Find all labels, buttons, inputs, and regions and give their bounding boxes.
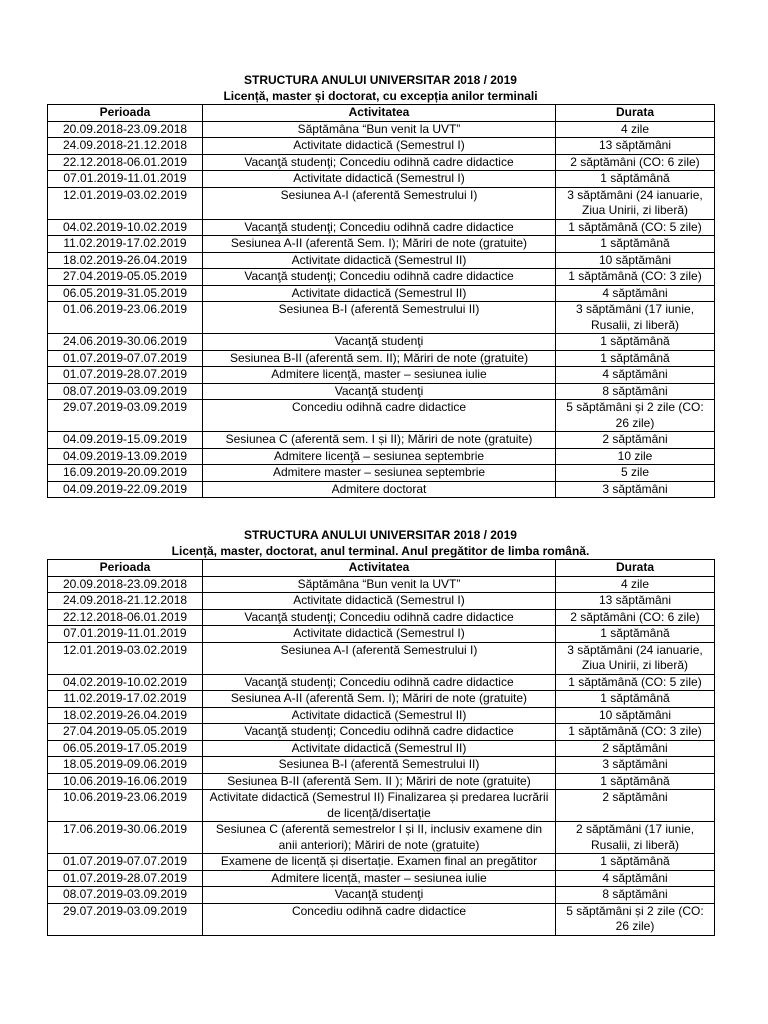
table-row bbox=[48, 870, 715, 887]
cell-durata: 2 săptămâni bbox=[556, 432, 715, 449]
cell-activitatea: Activitate didactică (Semestrul II) bbox=[203, 740, 556, 757]
cell-durata: 1 săptămână (CO: 3 zile) bbox=[556, 269, 715, 286]
table-row bbox=[48, 269, 715, 286]
cell-durata: 3 săptămâni bbox=[556, 481, 715, 498]
cell-durata: 1 săptămână bbox=[556, 171, 715, 188]
cell-activitatea: Vacanţă studenţi; Concediu odihnă cadre didactice bbox=[203, 609, 556, 626]
cell-perioada: 17.06.2019-30.06.2019 bbox=[48, 822, 203, 854]
cell-activitatea: Vacanţă studenţi; Concediu odihnă cadre didactice bbox=[203, 269, 556, 286]
cell-durata: 1 săptămână bbox=[556, 691, 715, 708]
cell-activitatea: Activitate didactică (Semestrul II) bbox=[203, 707, 556, 724]
table-row bbox=[48, 171, 715, 188]
cell-activitatea: Sesiunea B-II (aferentă Sem. II ); Măriri de note (gratuite) bbox=[203, 773, 556, 790]
cell-activitatea: Activitate didactică (Semestrul I) bbox=[203, 171, 556, 188]
cell-perioada: 12.01.2019-03.02.2019 bbox=[48, 642, 203, 674]
cell-activitatea: Vacanţă studenţi bbox=[203, 334, 556, 351]
table-row bbox=[48, 154, 715, 171]
cell-durata: 5 săptămâni și 2 zile (CO: 26 zile) bbox=[556, 903, 715, 935]
cell-perioada: 20.09.2018-23.09.2018 bbox=[48, 121, 203, 138]
cell-perioada: 07.01.2019-11.01.2019 bbox=[48, 171, 203, 188]
cell-perioada: 04.02.2019-10.02.2019 bbox=[48, 219, 203, 236]
table-row bbox=[48, 724, 715, 741]
cell-perioada: 24.09.2018-21.12.2018 bbox=[48, 138, 203, 155]
cell-durata: 1 săptămână bbox=[556, 350, 715, 367]
table-row bbox=[48, 691, 715, 708]
cell-activitatea: Sesiunea B-I (aferentă Semestrului II) bbox=[203, 757, 556, 774]
cell-durata: 13 săptămâni bbox=[556, 138, 715, 155]
section-subtitle: Licență, master, doctorat, anul terminal. Anul pregătitor de limba română. bbox=[171, 544, 590, 558]
cell-durata: 2 săptămâni (CO: 6 zile) bbox=[556, 609, 715, 626]
cell-activitatea: Admitere licenţă – sesiunea septembrie bbox=[203, 448, 556, 465]
cell-perioada: 06.05.2019-31.05.2019 bbox=[48, 285, 203, 302]
cell-durata: 10 săptămâni bbox=[556, 707, 715, 724]
cell-durata: 1 săptămână bbox=[556, 773, 715, 790]
cell-activitatea: Vacanţă studenţi bbox=[203, 383, 556, 400]
cell-durata: 4 săptămâni bbox=[556, 367, 715, 384]
cell-durata: 4 săptămâni bbox=[556, 870, 715, 887]
cell-activitatea: Admitere licență, master – sesiunea iulie bbox=[203, 870, 556, 887]
cell-perioada: 01.07.2019-28.07.2019 bbox=[48, 367, 203, 384]
cell-activitatea: Vacanţă studenţi; Concediu odihnă cadre didactice bbox=[203, 724, 556, 741]
table-row bbox=[48, 790, 715, 822]
table-row bbox=[48, 887, 715, 904]
cell-perioada: 06.05.2019-17.05.2019 bbox=[48, 740, 203, 757]
cell-perioada: 08.07.2019-03.09.2019 bbox=[48, 887, 203, 904]
header-perioada: Perioada bbox=[48, 560, 203, 577]
cell-durata: 2 săptămâni (17 iunie, Rusalii, zi liberă) bbox=[556, 822, 715, 854]
table-row bbox=[48, 740, 715, 757]
section-subtitle: Licență, master și doctorat, cu excepția anilor terminali bbox=[223, 89, 538, 103]
cell-activitatea: Vacanţă studenţi; Concediu odihnă cadre didactice bbox=[203, 219, 556, 236]
cell-perioada: 01.07.2019-28.07.2019 bbox=[48, 870, 203, 887]
table-row bbox=[48, 138, 715, 155]
cell-activitatea: Concediu odihnă cadre didactice bbox=[203, 400, 556, 432]
table-row bbox=[48, 285, 715, 302]
cell-activitatea: Sesiunea A-I (aferentă Semestrului I) bbox=[203, 642, 556, 674]
cell-perioada: 01.06.2019-23.06.2019 bbox=[48, 302, 203, 334]
cell-activitatea: Admitere master – sesiunea septembrie bbox=[203, 465, 556, 482]
section-2 bbox=[47, 527, 714, 936]
cell-activitatea: Activitate didactică (Semestrul II) bbox=[203, 252, 556, 269]
cell-activitatea: Vacanţă studenţi bbox=[203, 887, 556, 904]
table-row bbox=[48, 822, 715, 854]
cell-durata: 5 săptămâni și 2 zile (CO: 26 zile) bbox=[556, 400, 715, 432]
header-activitatea: Activitatea bbox=[203, 105, 556, 122]
table-header-row bbox=[48, 105, 715, 122]
cell-perioada: 08.07.2019-03.09.2019 bbox=[48, 383, 203, 400]
cell-activitatea: Sesiunea B-II (aferentă sem. II); Măriri de note (gratuite) bbox=[203, 350, 556, 367]
cell-perioada: 29.07.2019-03.09.2019 bbox=[48, 400, 203, 432]
cell-perioada: 11.02.2019-17.02.2019 bbox=[48, 691, 203, 708]
table-row bbox=[48, 773, 715, 790]
cell-perioada: 22.12.2018-06.01.2019 bbox=[48, 609, 203, 626]
cell-perioada: 04.09.2019-15.09.2019 bbox=[48, 432, 203, 449]
cell-perioada: 24.06.2019-30.06.2019 bbox=[48, 334, 203, 351]
cell-activitatea: Săptămâna “Bun venit la UVT” bbox=[203, 576, 556, 593]
table-row bbox=[48, 903, 715, 935]
cell-durata: 10 zile bbox=[556, 448, 715, 465]
table-row bbox=[48, 642, 715, 674]
cell-durata: 5 zile bbox=[556, 465, 715, 482]
cell-durata: 1 săptămână bbox=[556, 854, 715, 871]
cell-perioada: 10.06.2019-16.06.2019 bbox=[48, 773, 203, 790]
cell-perioada: 18.02.2019-26.04.2019 bbox=[48, 707, 203, 724]
cell-activitatea: Activitate didactică (Semestrul II) bbox=[203, 285, 556, 302]
table-row bbox=[48, 465, 715, 482]
cell-durata: 1 săptămână (CO: 5 zile) bbox=[556, 674, 715, 691]
table-header-row bbox=[48, 560, 715, 577]
table-row bbox=[48, 383, 715, 400]
table-row bbox=[48, 350, 715, 367]
cell-activitatea: Activitate didactică (Semestrul I) bbox=[203, 138, 556, 155]
cell-durata: 4 săptămâni bbox=[556, 285, 715, 302]
cell-activitatea: Săptămâna “Bun venit la UVT” bbox=[203, 121, 556, 138]
cell-activitatea: Activitate didactică (Semestrul II) Finalizarea și predarea lucrării de licență/disertație bbox=[203, 790, 556, 822]
cell-durata: 2 săptămâni (CO: 6 zile) bbox=[556, 154, 715, 171]
cell-durata: 10 săptămâni bbox=[556, 252, 715, 269]
cell-activitatea: Examene de licență și disertație. Examen final an pregătitor bbox=[203, 854, 556, 871]
cell-perioada: 18.05.2019-09.06.2019 bbox=[48, 757, 203, 774]
table-row bbox=[48, 236, 715, 253]
table-row bbox=[48, 448, 715, 465]
schedule-table bbox=[47, 559, 715, 936]
cell-durata: 1 săptămână bbox=[556, 236, 715, 253]
table-row bbox=[48, 302, 715, 334]
header-durata: Durata bbox=[556, 560, 715, 577]
table-row bbox=[48, 609, 715, 626]
cell-durata: 1 săptămână bbox=[556, 626, 715, 643]
section-title: STRUCTURA ANULUI UNIVERSITAR 2018 / 2019 bbox=[244, 528, 517, 542]
table-row bbox=[48, 121, 715, 138]
cell-perioada: 29.07.2019-03.09.2019 bbox=[48, 903, 203, 935]
cell-perioada: 27.04.2019-05.05.2019 bbox=[48, 724, 203, 741]
table-row bbox=[48, 334, 715, 351]
cell-durata: 4 zile bbox=[556, 576, 715, 593]
cell-activitatea: Sesiunea A-I (aferentă Semestrului I) bbox=[203, 187, 556, 219]
cell-perioada: 01.07.2019-07.07.2019 bbox=[48, 854, 203, 871]
schedule-table bbox=[47, 104, 715, 498]
cell-activitatea: Activitate didactică (Semestrul I) bbox=[203, 593, 556, 610]
section-1 bbox=[47, 72, 714, 498]
cell-activitatea: Vacanţă studenţi; Concediu odihnă cadre didactice bbox=[203, 674, 556, 691]
cell-durata: 13 săptămâni bbox=[556, 593, 715, 610]
cell-activitatea: Vacanţă studenţi; Concediu odihnă cadre didactice bbox=[203, 154, 556, 171]
cell-perioada: 24.09.2018-21.12.2018 bbox=[48, 593, 203, 610]
table-row bbox=[48, 219, 715, 236]
cell-perioada: 07.01.2019-11.01.2019 bbox=[48, 626, 203, 643]
cell-perioada: 01.07.2019-07.07.2019 bbox=[48, 350, 203, 367]
cell-perioada: 18.02.2019-26.04.2019 bbox=[48, 252, 203, 269]
cell-activitatea: Admitere licenţă, master – sesiunea iulie bbox=[203, 367, 556, 384]
cell-durata: 2 săptămâni bbox=[556, 790, 715, 822]
table-row bbox=[48, 593, 715, 610]
cell-activitatea: Activitate didactică (Semestrul I) bbox=[203, 626, 556, 643]
table-row bbox=[48, 187, 715, 219]
table-row bbox=[48, 432, 715, 449]
cell-durata: 8 săptămâni bbox=[556, 383, 715, 400]
cell-perioada: 04.09.2019-13.09.2019 bbox=[48, 448, 203, 465]
cell-activitatea: Sesiunea A-II (aferentă Sem. I); Măriri de note (gratuite) bbox=[203, 236, 556, 253]
cell-perioada: 10.06.2019-23.06.2019 bbox=[48, 790, 203, 822]
cell-perioada: 20.09.2018-23.09.2018 bbox=[48, 576, 203, 593]
cell-durata: 3 săptămâni bbox=[556, 757, 715, 774]
table-row bbox=[48, 626, 715, 643]
cell-perioada: 04.09.2019-22.09.2019 bbox=[48, 481, 203, 498]
table-row bbox=[48, 481, 715, 498]
cell-durata: 1 săptămână (CO: 3 zile) bbox=[556, 724, 715, 741]
cell-perioada: 16.09.2019-20.09.2019 bbox=[48, 465, 203, 482]
cell-activitatea: Admitere doctorat bbox=[203, 481, 556, 498]
cell-activitatea: Sesiunea A-II (aferentă Sem. I); Măriri de note (gratuite) bbox=[203, 691, 556, 708]
table-row bbox=[48, 400, 715, 432]
cell-durata: 3 săptămâni (24 ianuarie, Ziua Unirii, zi liberă) bbox=[556, 642, 715, 674]
cell-perioada: 27.04.2019-05.05.2019 bbox=[48, 269, 203, 286]
header-durata: Durata bbox=[556, 105, 715, 122]
table-row bbox=[48, 367, 715, 384]
header-perioada: Perioada bbox=[48, 105, 203, 122]
cell-durata: 1 săptămână (CO: 5 zile) bbox=[556, 219, 715, 236]
cell-durata: 2 săptămâni bbox=[556, 740, 715, 757]
cell-activitatea: Sesiunea C (aferentă sem. I și II); Măriri de note (gratuite) bbox=[203, 432, 556, 449]
cell-durata: 3 săptămâni (17 iunie, Rusalii, zi liberă) bbox=[556, 302, 715, 334]
cell-perioada: 04.02.2019-10.02.2019 bbox=[48, 674, 203, 691]
cell-activitatea: Concediu odihnă cadre didactice bbox=[203, 903, 556, 935]
table-row bbox=[48, 707, 715, 724]
cell-durata: 3 săptămâni (24 ianuarie, Ziua Unirii, zi liberă) bbox=[556, 187, 715, 219]
header-activitatea: Activitatea bbox=[203, 560, 556, 577]
table-row bbox=[48, 854, 715, 871]
table-row bbox=[48, 252, 715, 269]
section-title: STRUCTURA ANULUI UNIVERSITAR 2018 / 2019 bbox=[244, 73, 517, 87]
cell-perioada: 12.01.2019-03.02.2019 bbox=[48, 187, 203, 219]
table-row bbox=[48, 757, 715, 774]
table-row bbox=[48, 674, 715, 691]
cell-durata: 1 săptămână bbox=[556, 334, 715, 351]
cell-perioada: 11.02.2019-17.02.2019 bbox=[48, 236, 203, 253]
table-row bbox=[48, 576, 715, 593]
cell-durata: 8 săptămâni bbox=[556, 887, 715, 904]
cell-durata: 4 zile bbox=[556, 121, 715, 138]
cell-activitatea: Sesiunea C (aferentă semestrelor I și II, inclusiv examene din anii anteriori); Măriri de note (gratuite) bbox=[203, 822, 556, 854]
cell-perioada: 22.12.2018-06.01.2019 bbox=[48, 154, 203, 171]
cell-activitatea: Sesiunea B-I (aferentă Semestrului II) bbox=[203, 302, 556, 334]
